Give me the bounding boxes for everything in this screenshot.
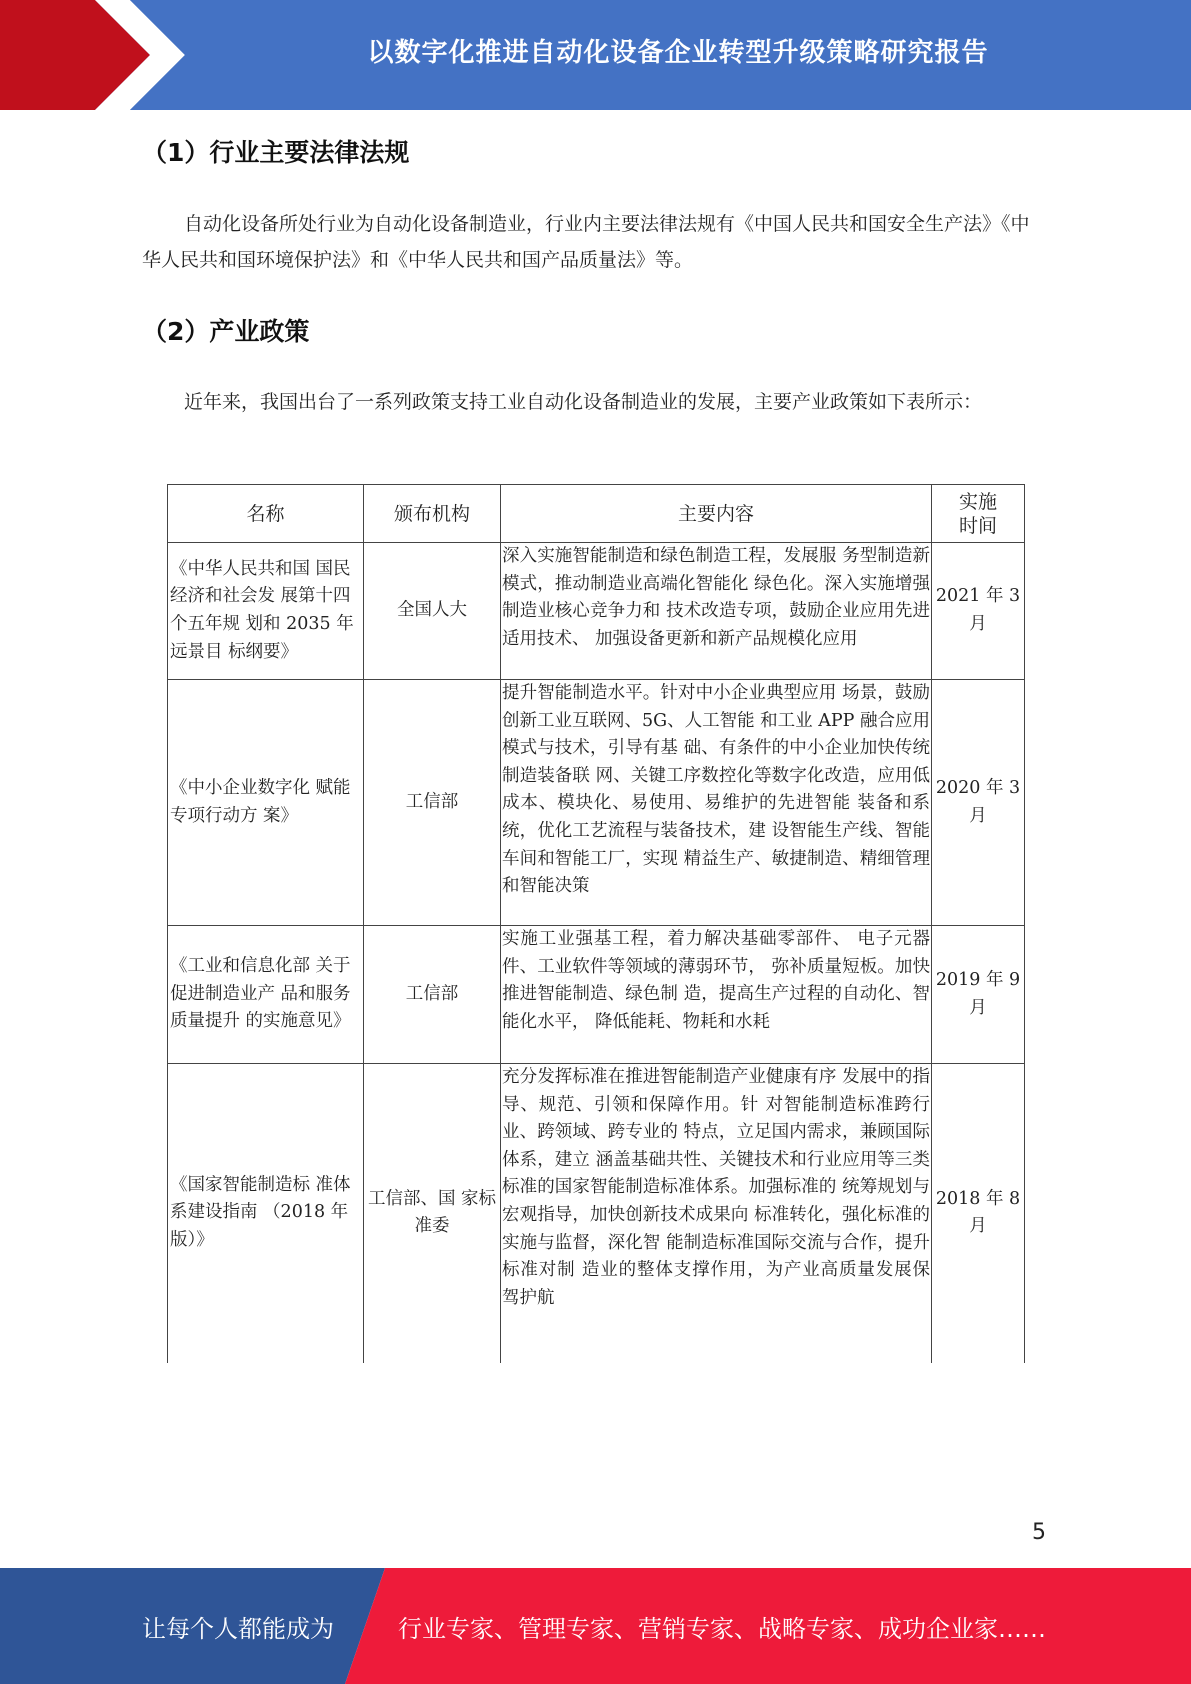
header-banner xyxy=(0,0,1191,110)
section-heading-laws: （1）行业主要法律法规 xyxy=(142,138,410,167)
column-header-name: 名称 xyxy=(168,485,364,543)
table-row xyxy=(168,543,1025,680)
column-header-org: 颁布机构 xyxy=(364,485,501,543)
policy-name: 《中华人民共和国 国民经济和社会发 展第十四个五年规 划和 2035 年远景目 标纲要》 xyxy=(168,543,364,680)
table-row xyxy=(168,926,1025,1064)
column-header-date: 实施时间 xyxy=(932,485,1025,543)
policy-name: 《中小企业数字化 赋能专项行动方 案》 xyxy=(168,680,364,926)
table-header-row xyxy=(168,485,1025,543)
policy-date: 2019 年 9月 xyxy=(932,926,1025,1064)
page-number: 5 xyxy=(1032,1520,1046,1545)
table-row xyxy=(168,1064,1025,1363)
policy-date: 2020 年 3月 xyxy=(932,680,1025,926)
footer-slogan-right: 行业专家、管理专家、营销专家、战略专家、成功企业家…… xyxy=(398,1614,1046,1643)
column-header-content: 主要内容 xyxy=(501,485,932,543)
policy-name: 《国家智能制造标 准体系建设指南 （2018 年版）》 xyxy=(168,1064,364,1363)
policy-org: 工信部 xyxy=(364,680,501,926)
policy-date: 2021 年 3月 xyxy=(932,543,1025,680)
policy-content: 实施工业强基工程，着力解决基础零部件、 电子元器件、工业软件等领域的薄弱环节， 弥补质量短板。加快推进智能制造、绿色制 造，提高生产过程的自动化、智能化水平， 降低能耗、物耗和水耗 xyxy=(501,926,932,1064)
report-title: 以数字化推进自动化设备企业转型升级策略研究报告 xyxy=(367,37,989,68)
table-row xyxy=(168,680,1025,926)
policy-table xyxy=(167,484,1024,1363)
policy-org: 工信部 xyxy=(364,926,501,1064)
paragraph-laws: 自动化设备所处行业为自动化设备制造业，行业内主要法律法规有《中国人民共和国安全生产法》《中华人民共和国环境保护法》和《中华人民共和国产品质量法》等。 xyxy=(142,213,1030,271)
policy-date: 2018 年 8月 xyxy=(932,1064,1025,1363)
policy-name: 《工业和信息化部 关于促进制造业产 品和服务质量提升 的实施意见》 xyxy=(168,926,364,1064)
footer-slogan-left: 让每个人都能成为 xyxy=(142,1614,334,1643)
policy-org: 全国人大 xyxy=(364,543,501,680)
section-heading-policy: （2）产业政策 xyxy=(142,317,310,346)
policy-content: 充分发挥标准在推进智能制造产业健康有序 发展中的指导、规范、引领和保障作用。针 对智能制造标准跨行业、跨领域、跨专业的 特点，立足国内需求，兼顾国际体系，建立 涵盖基础共性、关键技术和行业应用等三类 标准的国家智能制造标准体系。加强标准的 统筹规划与宏观指导，加快创新技术成果向 标准转化，强化标准的实施与监督，深化智 能制造标准国际交流与合作，提升标准对制 造业的整体支撑作用，为产业高质量发展保 驾护航 xyxy=(501,1064,932,1363)
paragraph-policy: 近年来，我国出台了一系列政策支持工业自动化设备制造业的发展，主要产业政策如下表所示： xyxy=(184,391,983,413)
policy-org: 工信部、国 家标准委 xyxy=(364,1064,501,1363)
policy-content: 深入实施智能制造和绿色制造工程，发展服 务型制造新模式，推动制造业高端化智能化 绿色化。深入实施增强制造业核心竞争力和 技术改造专项，鼓励企业应用先进适用技术、 加强设备更新和新产品规模化应用 xyxy=(501,543,932,680)
policy-content: 提升智能制造水平。针对中小企业典型应用 场景，鼓励创新工业互联网、5G、人工智能 和工业 APP 融合应用模式与技术，引导有基 础、有条件的中小企业加快传统制造装备联 网、关键工序数控化等数字化改造，应用低 成本、模块化、易使用、易维护的先进智能 装备和系统，优化工艺流程与装备技术，建 设智能生产线、智能车间和智能工厂，实现 精益生产、敏捷制造、精细管理和智能决策 xyxy=(501,680,932,926)
footer-banner xyxy=(0,1568,1191,1684)
